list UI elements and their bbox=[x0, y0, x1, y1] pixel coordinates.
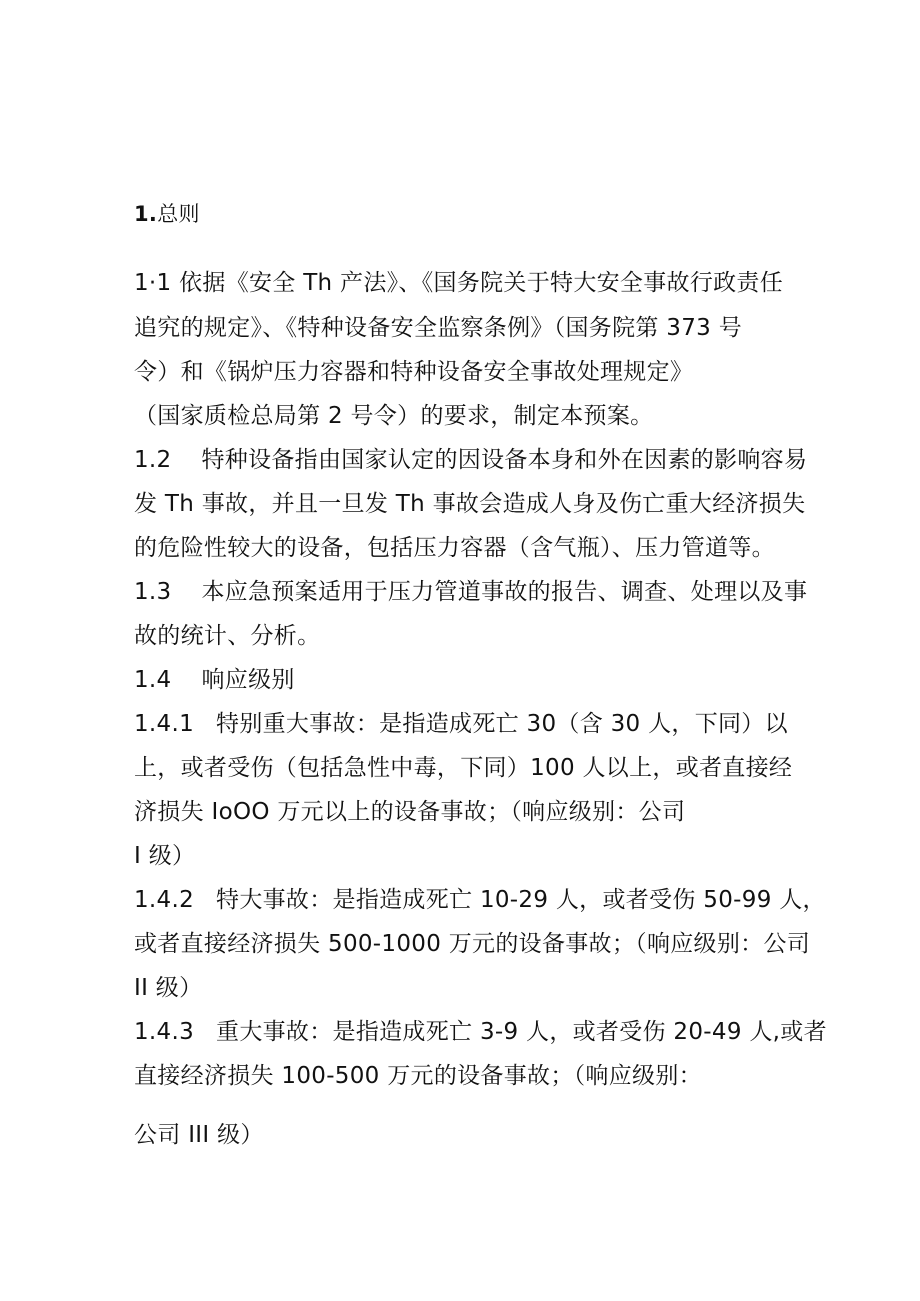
paragraph-1-1-line-1: 1·1 依据《安全 Th 产法》、《国务院关于特大安全事故行政责任 bbox=[134, 270, 784, 296]
clause-number: 1.2 bbox=[134, 447, 172, 473]
section-number: 1. bbox=[134, 202, 158, 226]
paragraph-1-1-line-4: （国家质检总局第 2 号令）的要求，制定本预案。 bbox=[134, 403, 654, 429]
paragraph-1-4-3-line-1 bbox=[134, 1017, 827, 1047]
paragraph-1-1-line-3: 令）和《锅炉压力容器和特种设备安全事故处理规定》 bbox=[134, 359, 694, 385]
clause-text: 特大事故：是指造成死亡 10-29 人，或者受伤 50-99 人， bbox=[216, 887, 826, 913]
clause-number: 1.4.1 bbox=[134, 711, 195, 737]
clause-number: 1.4 bbox=[134, 667, 172, 693]
paragraph-1-3-line-1 bbox=[134, 577, 807, 607]
paragraph-1-4-1-line-2: 上，或者受伤（包括急性中毒，下同）100 人以上，或者直接经 bbox=[134, 755, 793, 781]
clause-number: 1.3 bbox=[134, 579, 172, 605]
clause-text: 重大事故：是指造成死亡 3-9 人，或者受伤 20-49 人,或者 bbox=[216, 1019, 827, 1045]
paragraph-1-2-line-3: 的危险性较大的设备，包括压力容器（含气瓶）、压力管道等。 bbox=[134, 535, 775, 561]
paragraph-1-4-2-line-1 bbox=[134, 885, 826, 915]
paragraph-1-1-line-2: 追究的规定》、《特种设备安全监察条例》（国务院第 373 号 bbox=[134, 315, 743, 341]
clause-text: 本应急预案适用于压力管道事故的报告、调查、处理以及事 bbox=[201, 579, 808, 605]
paragraph-1-3-line-2: 故的统计、分析。 bbox=[134, 623, 321, 649]
clause-text: 特别重大事故：是指造成死亡 30（含 30 人，下同）以 bbox=[216, 711, 788, 737]
paragraph-1-4-1-line-3: 济损失 IoOO 万元以上的设备事故；（响应级别：公司 bbox=[134, 799, 686, 825]
clause-number: 1.4.3 bbox=[134, 1019, 195, 1045]
paragraph-1-4-1-line-1 bbox=[134, 709, 788, 739]
paragraph-1-4-line-1 bbox=[134, 665, 295, 695]
paragraph-1-2-line-1 bbox=[134, 445, 807, 475]
paragraph-1-4-1-line-4: I 级） bbox=[134, 843, 196, 869]
clause-text: 特种设备指由国家认定的因设备本身和外在因素的影响容易 bbox=[201, 447, 808, 473]
clause-text: 响应级别 bbox=[201, 667, 295, 693]
section-title: 总则 bbox=[157, 202, 200, 226]
paragraph-1-4-3-line-3: 公司 III 级） bbox=[134, 1122, 264, 1148]
clause-number: 1.4.2 bbox=[134, 887, 195, 913]
paragraph-1-4-2-line-3: II 级） bbox=[134, 975, 203, 1001]
paragraph-1-4-3-line-2: 直接经济损失 100-500 万元的设备事故；（响应级别： bbox=[134, 1063, 702, 1089]
paragraph-1-2-line-2: 发 Th 事故，并且一旦发 Th 事故会造成人身及伤亡重大经济损失 bbox=[134, 491, 806, 517]
section-heading-1 bbox=[134, 199, 200, 229]
paragraph-1-4-2-line-2: 或者直接经济损失 500-1000 万元的设备事故；（响应级别：公司 bbox=[134, 931, 811, 957]
